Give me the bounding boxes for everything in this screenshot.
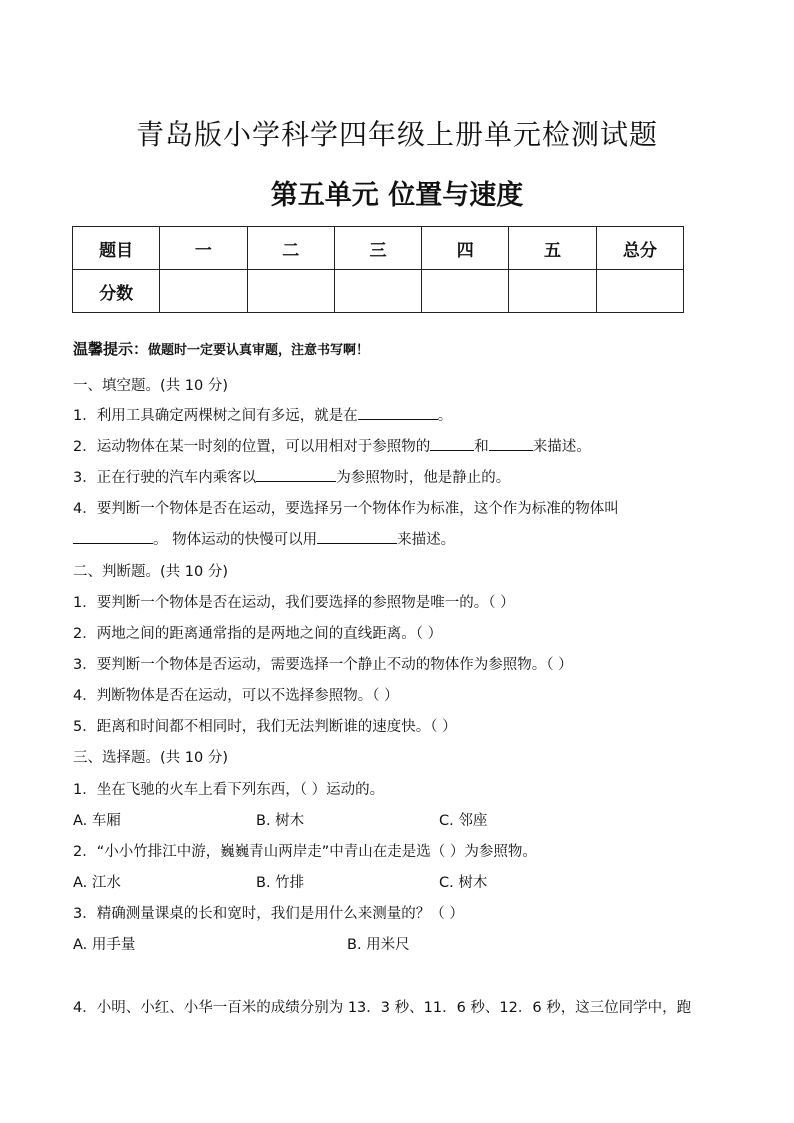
score-header-cell: 一 bbox=[160, 227, 247, 270]
score-table bbox=[72, 226, 684, 313]
fill-question-4-cont: 。 物体运动的快慢可以用 来描述。 bbox=[73, 528, 455, 549]
score-cell[interactable] bbox=[334, 270, 421, 313]
unit-subtitle: 第五单元 位置与速度 bbox=[270, 180, 524, 211]
score-cell[interactable] bbox=[247, 270, 334, 313]
choice-option[interactable]: B. 竹排 bbox=[256, 875, 305, 891]
score-header-cell: 题目 bbox=[73, 227, 160, 270]
tip-label: 温馨提示： bbox=[73, 340, 149, 358]
score-cell[interactable] bbox=[422, 270, 509, 313]
judge-question-1: 1．要判断一个物体是否在运动，我们要选择的参照物是唯一的。（ ） bbox=[73, 595, 515, 611]
answer-blank[interactable] bbox=[256, 467, 336, 482]
answer-blank[interactable] bbox=[430, 436, 474, 451]
score-cell[interactable] bbox=[160, 270, 247, 313]
section1-heading: 一、填空题。(共 10 分) bbox=[73, 378, 228, 394]
tip-line bbox=[73, 338, 369, 359]
tip-text: 做题时一定要认真审题，注意书写啊！ bbox=[148, 343, 370, 358]
choice-question-1: 1．坐在飞驰的火车上看下列东西，（ ）运动的。 bbox=[73, 782, 385, 798]
score-header-cell: 总分 bbox=[596, 227, 683, 270]
fill-question-3: 3．正在行驶的汽车内乘客以 为参照物时，他是静止的。 bbox=[73, 466, 510, 487]
score-cell[interactable] bbox=[509, 270, 596, 313]
score-table-score-row bbox=[73, 270, 684, 313]
choice-option[interactable]: A. 江水 bbox=[73, 875, 121, 891]
score-cell[interactable] bbox=[596, 270, 683, 313]
judge-question-4: 4．判断物体是否在运动，可以不选择参照物。（ ） bbox=[73, 688, 399, 704]
answer-blank[interactable] bbox=[73, 529, 153, 544]
score-table-header-row bbox=[73, 227, 684, 270]
choice-question-4: 4．小明、小红、小华一百米的成绩分别为 13．3 秒、11．6 秒、12．6 秒，这三位同学中，跑 bbox=[73, 1000, 692, 1016]
score-header-cell: 三 bbox=[334, 227, 421, 270]
choice-option[interactable]: B. 树木 bbox=[256, 813, 305, 829]
judge-question-2: 2．两地之间的距离通常指的是两地之间的直线距离。（ ） bbox=[73, 626, 443, 642]
page-title: 青岛版小学科学四年级上册单元检测试题 bbox=[135, 118, 658, 151]
choice-option[interactable]: A. 用手量 bbox=[73, 937, 136, 953]
answer-blank[interactable] bbox=[317, 529, 397, 544]
choice-option[interactable]: C. 邻座 bbox=[439, 813, 488, 829]
judge-question-3: 3．要判断一个物体是否运动，需要选择一个静止不动的物体作为参照物。（ ） bbox=[73, 657, 573, 673]
answer-blank[interactable] bbox=[489, 436, 533, 451]
score-row-label: 分数 bbox=[73, 270, 160, 313]
choice-option[interactable]: C. 树木 bbox=[439, 875, 488, 891]
section3-heading: 三、选择题。(共 10 分) bbox=[73, 750, 228, 766]
choice-question-2: 2．“小小竹排江中游，巍巍青山两岸走”中青山在走是选（ ）为参照物。 bbox=[73, 844, 537, 860]
choice-option[interactable]: A. 车厢 bbox=[73, 813, 121, 829]
choice-option[interactable]: B. 用米尺 bbox=[347, 937, 410, 953]
score-header-cell: 五 bbox=[509, 227, 596, 270]
answer-blank[interactable] bbox=[358, 405, 438, 420]
choice-question-3: 3．精确测量课桌的长和宽时，我们是用什么来测量的？（ ） bbox=[73, 906, 464, 922]
judge-question-5: 5．距离和时间都不相同时，我们无法判断谁的速度快。（ ） bbox=[73, 719, 457, 735]
section2-heading: 二、判断题。(共 10 分) bbox=[73, 564, 228, 580]
score-header-cell: 二 bbox=[247, 227, 334, 270]
fill-question-4: 4．要判断一个物体是否在运动，要选择另一个物体作为标准，这个作为标准的物体叫 bbox=[73, 501, 619, 517]
fill-question-2: 2．运动物体在某一时刻的位置，可以用相对于参照物的 和 来描述。 bbox=[73, 435, 591, 456]
fill-question-1: 1．利用工具确定两棵树之间有多远，就是在 。 bbox=[73, 404, 452, 425]
score-header-cell: 四 bbox=[422, 227, 509, 270]
